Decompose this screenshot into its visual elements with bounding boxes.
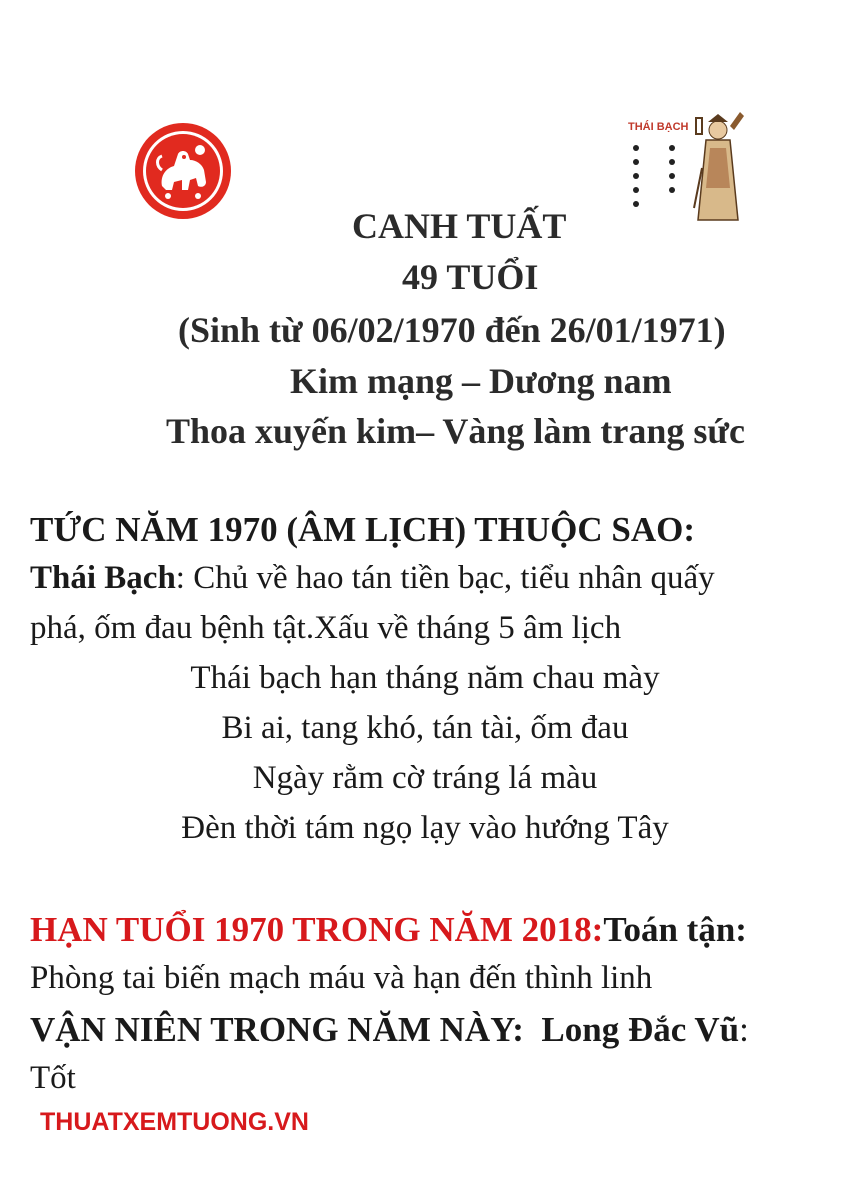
han-desc: Phòng tai biến mạch máu và hạn đến thình linh [30, 960, 653, 996]
han-section-heading: HẠN TUỔI 1970 TRONG NĂM 2018: [30, 910, 604, 949]
star-desc-line-2: phá, ốm đau bệnh tật.Xấu về tháng 5 âm lịch [30, 610, 622, 646]
star-figure-label: THÁI BẠCH [628, 121, 689, 133]
poem-line: Thái bạch hạn tháng năm chau mày [190, 660, 660, 696]
van-nien-heading: VẬN NIÊN TRONG NĂM NÀY: [30, 1010, 524, 1049]
page-title: CANH TUẤT [352, 206, 567, 246]
han-section-line [30, 910, 747, 950]
van-nien-name: Long Đắc Vũ [541, 1010, 740, 1049]
han-name: Toán tận: [603, 910, 747, 949]
metal-type-label: Thoa xuyến kim– Vàng làm trang sức [166, 411, 746, 451]
star-name: Thái Bạch [30, 560, 176, 596]
birth-range: (Sinh từ 06/02/1970 đến 26/01/1971) [178, 310, 726, 350]
van-nien-colon: : [739, 1010, 749, 1049]
element-label: Kim mạng – Dương nam [290, 361, 672, 401]
poem-line: Đèn thời tám ngọ lạy vào hướng Tây [181, 810, 669, 846]
website-label: THUATXEMTUONG.VN [40, 1108, 309, 1136]
age-label: 49 TUỔI [402, 257, 539, 297]
van-nien-result: Tốt [30, 1060, 76, 1096]
van-nien-line [30, 1010, 749, 1050]
star-desc-line-1 [30, 560, 715, 597]
poem-line: Bi ai, tang khó, tán tài, ốm đau [221, 710, 629, 746]
thai-bach-star-deity-icon [622, 108, 752, 228]
star-section-heading: TỨC NĂM 1970 (ÂM LỊCH) THUỘC SAO: [30, 510, 695, 549]
star-desc-text-1: : Chủ về hao tán tiền bạc, tiểu nhân quấy [175, 560, 715, 596]
dog-zodiac-seal-icon [132, 120, 234, 222]
poem-line: Ngày rằm cờ tráng lá màu [252, 760, 598, 796]
